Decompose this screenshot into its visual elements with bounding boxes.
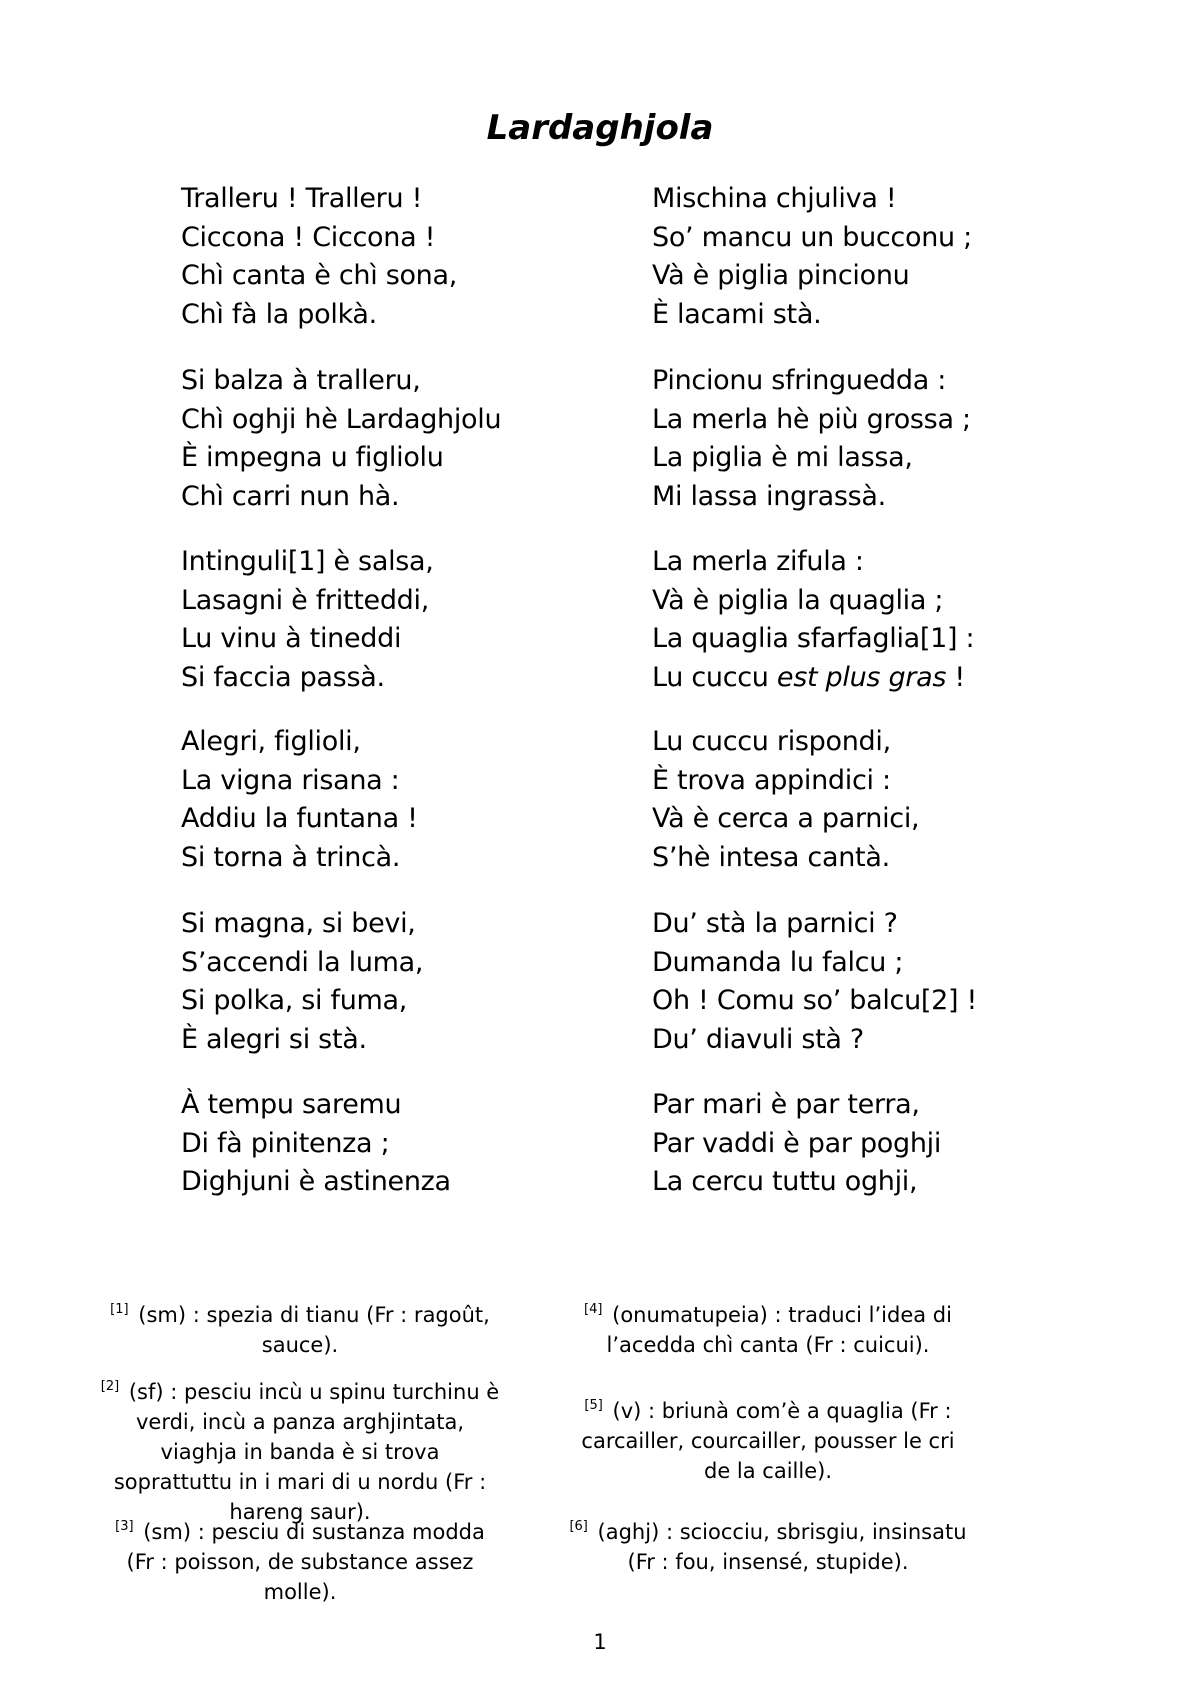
verse-line: Du’ stà la parnici ? [652, 908, 898, 939]
footnote-mark: [5] [584, 1398, 603, 1413]
verse-line: Lu vinu à tineddi [181, 623, 402, 654]
verse-line: So’ mancu un bucconu ; [652, 221, 972, 253]
footnote [100, 1300, 500, 1360]
footnote [568, 1396, 968, 1486]
footnote-mark: [3] [115, 1519, 134, 1534]
footnote-mark: [4] [584, 1302, 603, 1317]
verse-line: Và è piglia la quaglia ; [652, 584, 944, 616]
verse-line: Ciccona ! Ciccona ! [181, 221, 436, 253]
verse-line: Chì carri nun hà. [181, 480, 400, 512]
verse-text: Lu cuccu [652, 661, 777, 693]
verse-line: Dighjuni è astinenza [181, 1166, 451, 1197]
verse-line: Alegri, figlioli, [181, 726, 361, 757]
verse-line: Par vaddi è par poghji [652, 1127, 942, 1159]
french-italic-phrase: est plus gras [776, 661, 947, 693]
footnote-mark: [2] [100, 1379, 120, 1394]
verse-line: Và è cerca a parnici, [652, 803, 920, 834]
verse-line: È trova appindici : [652, 764, 891, 796]
verse-line: È impegna u figliolu [181, 442, 444, 473]
footnote-text: (v) : briunà com’è a quaglia (Fr : carcailler, courcailler, pousser le cri de la caille). [581, 1399, 955, 1483]
footnote-text: (aghj) : sciocciu, sbrisgiu, insinsatu (Fr : fou, insensé, stupide). [590, 1520, 967, 1574]
verse-line: La cercu tuttu oghji, [652, 1166, 918, 1197]
verse-line: Par mari è par terra, [652, 1089, 920, 1120]
verse-line: Intinguli[1] è salsa, [181, 546, 434, 577]
verse-line: Di fà pinitenza ; [181, 1127, 390, 1159]
stanza [652, 1086, 941, 1202]
verse-line: À tempu saremu [181, 1089, 402, 1120]
stanza [181, 180, 457, 334]
verse-line: Si magna, si bevi, [181, 908, 416, 939]
verse-line: S’hè intesa cantà. [652, 841, 890, 873]
stanza [181, 905, 423, 1059]
verse-line: Si torna à trincà. [181, 841, 401, 873]
page-number: 1 [593, 1630, 607, 1654]
verse-text: ! [946, 661, 965, 693]
verse-line: Mischina chjuliva ! [652, 183, 897, 214]
verse-line: Si polka, si fuma, [181, 985, 408, 1016]
stanza [181, 543, 434, 697]
verse-line: Chì oghji hè Lardaghjolu [181, 403, 502, 435]
footnote-text: (sm) : spezia di tianu (Fr : ragoût, sauce). [131, 1303, 490, 1357]
footnote-text: (onumatupeia) : traduci l’idea di l’acedda chì canta (Fr : cuicui). [605, 1303, 952, 1357]
verse-line: La vigna risana : [181, 764, 400, 796]
footnote [568, 1300, 968, 1360]
footnote [568, 1517, 968, 1577]
verse-line: Dumanda lu falcu ; [652, 946, 904, 978]
page-title: Lardaghjola [486, 108, 714, 148]
stanza [181, 1086, 451, 1202]
verse-line: La merla hè più grossa ; [652, 403, 971, 435]
stanza [652, 905, 977, 1059]
verse-line: Và è piglia pincionu [652, 260, 910, 291]
verse-line: Oh ! Comu so’ balcu[2] ! [652, 985, 978, 1016]
verse-line: Chì fà la polkà. [181, 298, 377, 330]
verse-line: La quaglia sfarfaglia[1] : [652, 623, 975, 654]
footnote [100, 1517, 500, 1607]
stanza [652, 723, 919, 877]
verse-line: Addiu la funtana ! [181, 803, 418, 834]
stanza [652, 543, 974, 697]
verse-line: È lacami stà. [652, 298, 822, 330]
verse-line: Lasagni è fritteddi, [181, 584, 429, 616]
verse-line: Chì canta è chì sona, [181, 260, 458, 291]
verse-line: Tralleru ! Tralleru ! [181, 183, 423, 214]
footnote [100, 1377, 500, 1527]
verse-line: Du’ diavuli stà ? [652, 1023, 864, 1055]
footnote-mark: [1] [110, 1302, 129, 1317]
verse-line [652, 659, 974, 698]
footnote-text: (sm) : pesciu di sustanza modda (Fr : poisson, de substance assez molle). [126, 1520, 485, 1604]
verse-line: Mi lassa ingrassà. [652, 480, 886, 512]
stanza [181, 362, 501, 516]
footnote-text: (sf) : pesciu incù u spinu turchinu è verdi, incù a panza arghjintata, viaghja in banda è si trova soprattuttu in i mari di u nordu (Fr : hareng saur). [113, 1380, 500, 1524]
verse-line: La merla zifula : [652, 546, 864, 577]
verse-line: S’accendi la luma, [181, 946, 424, 978]
verse-line: Pincionu sfringuedda : [652, 365, 947, 396]
stanza [181, 723, 418, 877]
stanza [652, 362, 971, 516]
verse-line: Si balza à tralleru, [181, 365, 421, 396]
verse-line: Si faccia passà. [181, 661, 385, 693]
verse-line: Lu cuccu rispondi, [652, 726, 891, 757]
verse-line: La piglia è mi lassa, [652, 442, 913, 473]
verse-line: È alegri si stà. [181, 1023, 367, 1055]
footnote-mark: [6] [569, 1519, 588, 1534]
stanza [652, 180, 972, 334]
